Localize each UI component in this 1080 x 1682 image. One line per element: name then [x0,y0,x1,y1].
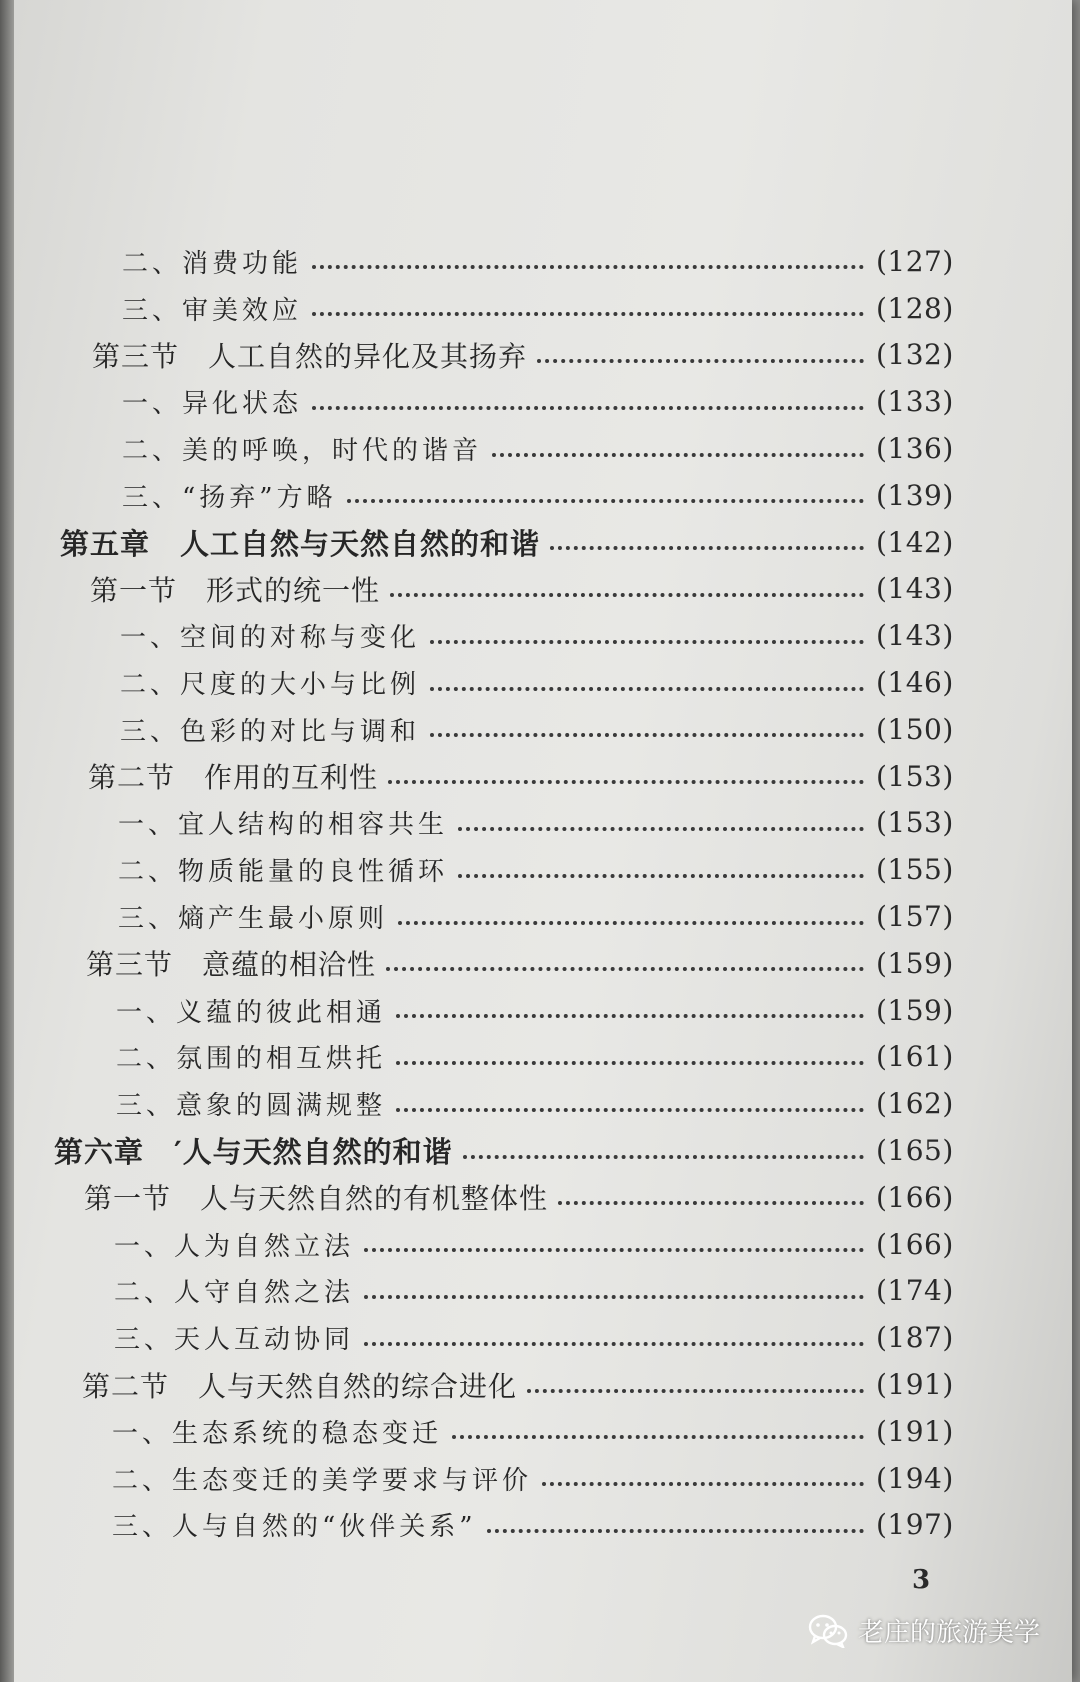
dot-leader [430,640,864,644]
toc-entry-page: (194) [876,1461,954,1495]
toc-entry-page: (165) [876,1134,954,1168]
toc-entry-page: (132) [876,338,954,372]
toc-entry [0,472,1072,519]
dot-leader [312,265,864,269]
toc-entry-title: 二、美的呼唤，时代的谐音 [122,436,483,467]
toc-entry [0,893,1072,940]
dot-leader [558,1201,864,1205]
toc-entry-page: (159) [876,993,954,1027]
toc-entry-page: (143) [876,619,954,653]
toc-entry-page: (166) [876,1227,954,1261]
toc-entry [0,238,1072,285]
toc-entry [0,519,1072,566]
toc-entry [0,1268,1072,1315]
toc-entry [0,1174,1072,1221]
dot-leader [364,1295,864,1299]
toc-entry-page: (127) [876,244,954,278]
toc-entry-page: (174) [876,1274,954,1308]
wechat-icon [808,1614,848,1648]
toc-entry [0,285,1072,332]
toc-entry [0,566,1072,613]
dot-leader [388,780,864,784]
dot-leader [458,827,864,831]
toc-entry [0,800,1072,847]
toc-entry [0,846,1072,893]
dot-leader [430,687,864,691]
toc-entry [0,659,1072,706]
dot-leader [492,453,864,457]
dot-leader [390,593,864,597]
toc-entry-title: 三、审美效应 [122,295,303,326]
toc-entry [0,1127,1072,1174]
dot-leader [364,1342,864,1346]
toc-entry-title: 二、生态变迁的美学要求与评价 [112,1465,533,1496]
toc-entry-title: 三、色彩的对比与调和 [120,716,421,747]
toc-entry-title: 三、人与自然的“伙伴关系” [112,1512,477,1543]
dot-leader [398,921,864,925]
dot-leader [527,1389,864,1393]
toc-entry [0,1034,1072,1081]
dot-leader [550,546,864,550]
toc-entry [0,987,1072,1034]
toc-entry-title: 第五章 人工自然与天然自然的和谐 [60,526,541,561]
dot-leader [537,359,864,363]
toc-entry-page: (187) [876,1321,954,1355]
toc-entry [0,425,1072,472]
toc-entry-page: (191) [876,1368,954,1402]
watermark [808,1612,1040,1649]
toc-entry-title: 一、宜人结构的相容共生 [118,810,449,841]
toc-entry-page: (153) [876,759,954,793]
toc-entry-page: (153) [876,806,954,840]
toc-entry-title: 第三节 人工自然的异化及其扬弃 [92,339,528,373]
toc-entry-page: (142) [876,525,954,559]
page-folio: 3 [912,1565,931,1595]
toc-entry [0,612,1072,659]
toc-entry-title: 三、熵产生最小原则 [118,904,389,935]
dot-leader [396,1014,864,1018]
dot-leader [487,1529,864,1533]
toc-entry-page: (146) [876,666,954,700]
watermark-text: 老庄的旅游美学 [858,1618,1041,1648]
toc-entry [0,753,1072,800]
dot-leader [312,312,864,316]
toc-entry-title: 第二节 作用的互利性 [88,761,379,795]
toc-entry-title: 三、天人互动协同 [114,1325,355,1356]
toc-entry-page: (197) [876,1508,954,1542]
toc-entry [0,1314,1072,1361]
toc-entry-title: 第三节 意蕴的相洽性 [86,948,377,982]
toc-entry-page: (157) [876,900,954,934]
toc-entry-title: 三、“扬弃”方略 [122,482,337,513]
toc-entry-title: 三、意象的圆满规整 [116,1091,387,1122]
toc-entry-title: 二、消费功能 [122,248,303,279]
toc-entry [0,1221,1072,1268]
dot-leader [312,406,864,410]
toc-entry [0,1455,1072,1502]
toc-entry [0,706,1072,753]
toc-entry-page: (143) [876,572,954,606]
toc-entry-title: 一、生态系统的稳态变迁 [112,1418,443,1449]
toc-entry-title: 一、异化状态 [122,389,303,420]
dot-leader [347,499,864,503]
toc-entry-page: (155) [876,853,954,887]
dot-leader [396,1108,864,1112]
dot-leader [458,874,864,878]
toc-entry-title: 一、义蕴的彼此相通 [116,997,387,1028]
toc-entry [0,378,1072,425]
dot-leader [452,1435,864,1439]
toc-entry-title: 第二节 人与天然自然的综合进化 [82,1369,518,1403]
toc-entry-title: 第一节 形式的统一性 [90,573,381,607]
toc-entry-title: 第六章 ′人与天然自然的和谐 [54,1135,453,1170]
toc-entry-page: (136) [876,432,954,466]
toc-entry [0,1080,1072,1127]
toc-entry-title: 二、尺度的大小与比例 [120,670,421,701]
toc-entry-page: (159) [876,946,954,980]
table-of-contents [0,238,1072,1548]
dot-leader [542,1482,864,1486]
toc-entry [0,1408,1072,1455]
toc-entry-page: (162) [876,1087,954,1121]
toc-entry [0,1361,1072,1408]
toc-entry-title: 一、空间的对称与变化 [120,623,421,654]
dot-leader [364,1248,864,1252]
toc-entry-title: 第一节 人与天然自然的有机整体性 [84,1182,549,1216]
toc-entry-title: 二、人守自然之法 [114,1278,355,1309]
toc-entry-title: 二、物质能量的良性循环 [118,857,449,888]
toc-entry-page: (166) [876,1180,954,1214]
dot-leader [386,967,864,971]
toc-entry-page: (191) [876,1414,954,1448]
toc-entry-page: (133) [876,385,954,419]
toc-entry [0,1502,1072,1549]
toc-entry-page: (161) [876,1040,954,1074]
dot-leader [396,1061,864,1065]
toc-entry-title: 二、氛围的相互烘托 [116,1044,387,1075]
toc-entry-page: (128) [876,291,954,325]
dot-leader [430,733,864,737]
toc-entry-title: 一、人为自然立法 [114,1231,355,1262]
toc-entry-page: (150) [876,712,954,746]
dot-leader [463,1155,864,1159]
toc-entry [0,332,1072,379]
toc-entry-page: (139) [876,478,954,512]
toc-entry [0,940,1072,987]
